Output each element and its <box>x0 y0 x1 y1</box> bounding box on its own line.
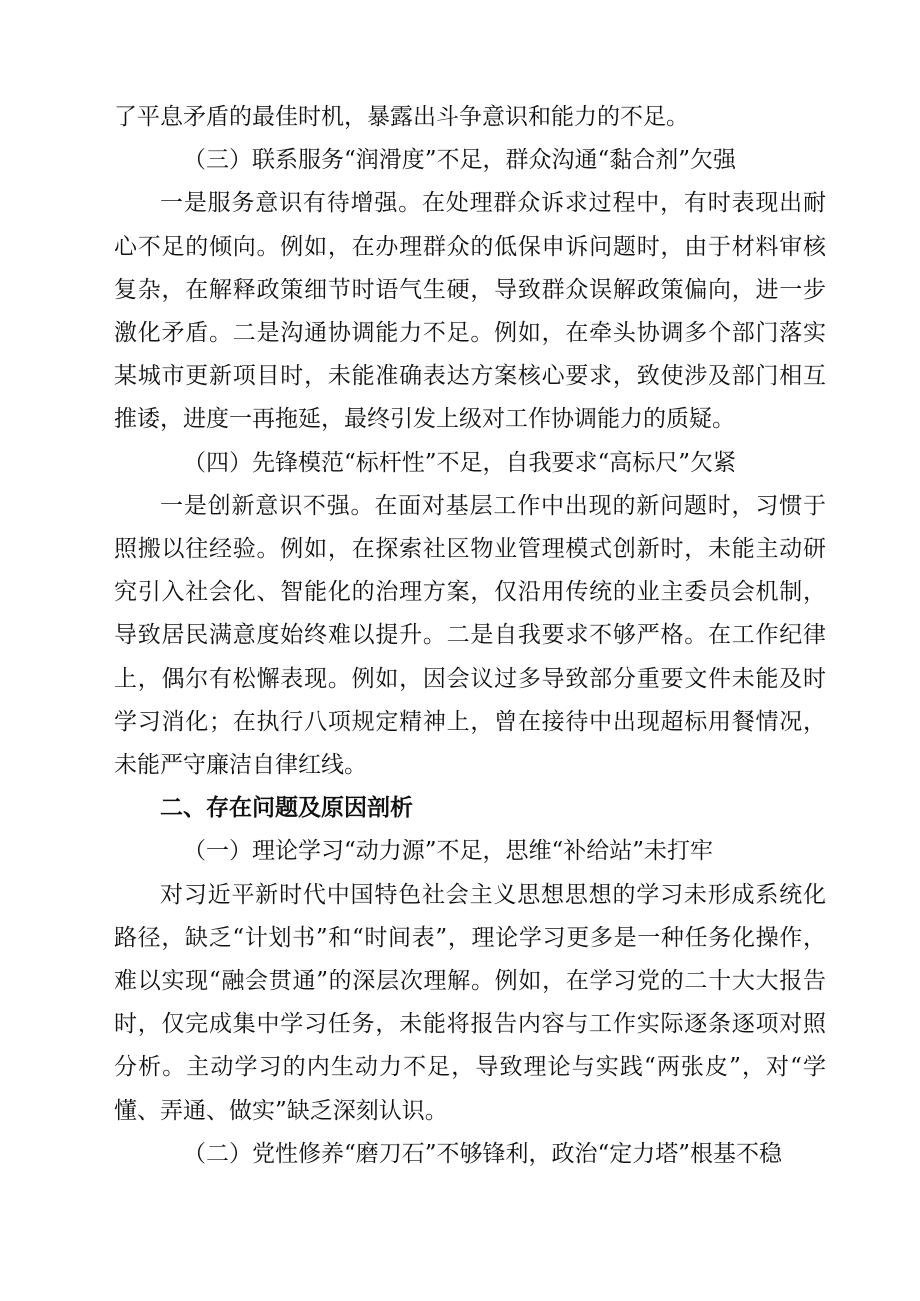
section-heading-2: （二）党性修养“磨刀石”不够锋利，政治“定力塔”根基不稳 <box>183 1140 783 1167</box>
section-heading-3: （三）联系服务“润滑度”不足，群众沟通“黏合剂”欠强 <box>183 147 737 174</box>
section-heading-1: （一）理论学习“动力源”不足，思维“补给站”未打牢 <box>183 838 714 865</box>
paragraph-service: 一是服务意识有待增强。在处理群众诉求过程中，有时表现出耐心不足的倾向。例如，在办理群众的低保申诉问题时，由于材料审核复杂，在解释政策细节时语气生硬，导致群众误解政策偏向，进一步激化矛盾。二是沟通协调能力不足。例如，在牵头协调多个部门落实某城市更新项目时，未能准确表达方案核心要求，致使涉及部门相互推诿，进度一再拖延，最终引发上级对工作协调能力的质疑。 <box>114 190 826 433</box>
section-heading-4: （四）先锋模范“标杆性”不足，自我要求“高标尺”欠紧 <box>183 449 737 476</box>
chapter-heading-2: 二、存在问题及原因剖析 <box>160 795 413 822</box>
paragraph-theory: 对习近平新时代中国特色社会主义思想思想的学习未形成系统化路径，缺乏“计划书”和“时间表”，理论学习更多是一种任务化操作，难以实现“融会贯通”的深层次理解。例如，在学习党的二十大大报告时，仅完成集中学习任务，未能将报告内容与工作实际逐条逐项对照分析。主动学习的内生动力不足，导致理论与实践“两张皮”，对“学懂、弄通、做实”缺乏深刻认识。 <box>114 881 826 1124</box>
paragraph-continued: 了平息矛盾的最佳时机，暴露出斗争意识和能力的不足。 <box>114 104 689 130</box>
document-body <box>114 96 826 1176</box>
paragraph-innovation: 一是创新意识不强。在面对基层工作中出现的新问题时，习惯于照搬以往经验。例如，在探索社区物业管理模式创新时，未能主动研究引入社会化、智能化的治理方案，仅沿用传统的业主委员会机制，导致居民满意度始终难以提升。二是自我要求不够严格。在工作纪律上，偶尔有松懈表现。例如，因会议过多导致部分重要文件未能及时学习消化；在执行八项规定精神上，曾在接待中出现超标用餐情况，未能严守廉洁自律红线。 <box>114 492 826 779</box>
